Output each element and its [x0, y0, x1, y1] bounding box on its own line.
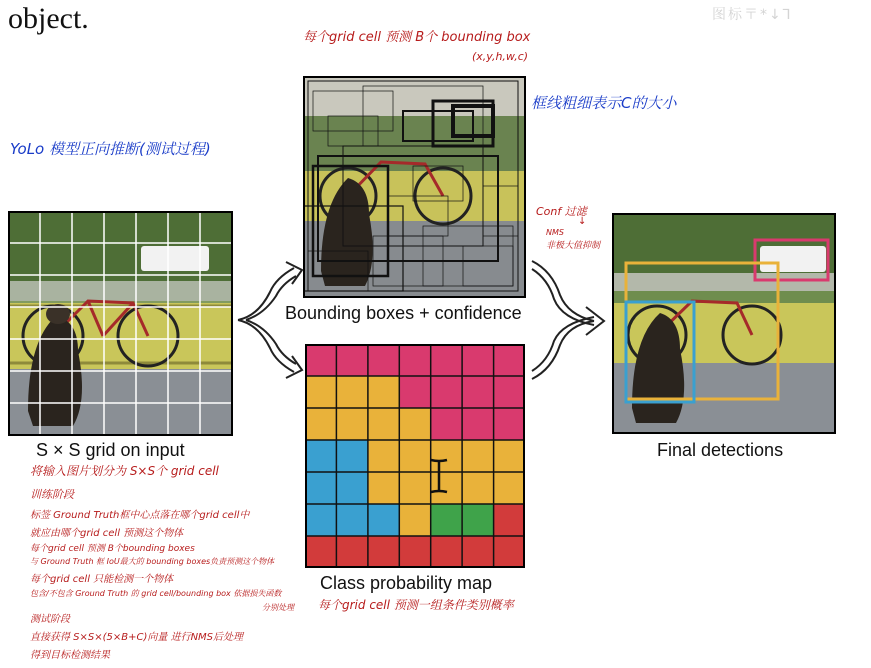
class-map-cell-yellow [305, 408, 337, 441]
class-map-cell-yellow [462, 472, 494, 505]
class-map-cell-pink [494, 344, 525, 377]
class-map-cell-yellow [336, 408, 368, 441]
class-map-cell-pink [336, 344, 368, 377]
class-map-cell-yellow [368, 376, 400, 409]
class-map-cell-blue [305, 440, 337, 473]
class-map-cell-pink [462, 344, 494, 377]
class-map-cell-yellow [368, 440, 400, 473]
filter-note-line4: 非极大值抑制 [546, 241, 601, 251]
class-map-cell-pink [399, 344, 431, 377]
filter-note-line3: NMS [546, 228, 564, 237]
class-map-cell-yellow [368, 408, 400, 441]
left-split-arrow-icon [236, 258, 304, 382]
left-note-6: 与 Ground Truth 框 IoU最大的 bounding boxes负责预测这个物体 [30, 557, 275, 566]
class-map-cell-red [494, 504, 525, 537]
final-detections-image [612, 213, 836, 434]
class-map-cell-blue [305, 472, 337, 505]
class-map-cell-pink [462, 408, 494, 441]
class-probability-map [305, 344, 525, 568]
left-note-11: 直接获得 S×S×(5×B+C)向量 进行NMS后处理 [30, 632, 244, 643]
class-map-cell-red [336, 536, 368, 568]
caption-final-detections: Final detections [657, 440, 784, 460]
class-map-cell-red [368, 536, 400, 568]
class-map-cell-pink [494, 408, 525, 441]
class-map-cell-pink [431, 344, 463, 377]
page-title: object. [8, 2, 89, 35]
left-note-3: 标签 Ground Truth框中心点落在哪个grid cell中 [30, 510, 250, 521]
left-note-8: 包含/不包含 Ground Truth 的 grid cell/bounding box 依据损失函数 [30, 589, 282, 598]
class-map-cell-green [462, 504, 494, 537]
class-map-cell-red [431, 536, 463, 568]
watermark-text: 图标〒*↓⅂ [712, 7, 793, 23]
class-map-cell-yellow [399, 504, 431, 537]
class-map-cell-yellow [368, 472, 400, 505]
class-map-cell-pink [368, 344, 400, 377]
caption-grid-input: S × S grid on input [36, 440, 185, 460]
class-map-cell-yellow [494, 472, 525, 505]
class-map-cell-blue [336, 440, 368, 473]
left-note-4: 就应由哪个grid cell 预测这个物体 [30, 528, 184, 539]
left-note-1: 将输入图片划分为 S×S个 grid cell [30, 464, 219, 478]
class-map-cell-blue [305, 504, 337, 537]
class-map-cell-pink [431, 376, 463, 409]
class-map-cell-red [494, 536, 525, 568]
left-note-5: 每个grid cell 预测 B个bounding boxes [30, 544, 195, 554]
class-map-cell-pink [494, 376, 525, 409]
left-note-10: 测试阶段 [30, 614, 70, 625]
right-merge-arrow-icon [528, 255, 608, 385]
filter-note-line2: ↓ [578, 216, 587, 227]
class-map-cell-red [305, 536, 337, 568]
thickness-note: 框线粗细表示C的大小 [531, 94, 677, 112]
class-map-cell-pink [305, 344, 337, 377]
class-map-cell-yellow [431, 440, 463, 473]
bounding-boxes-image [303, 76, 526, 298]
left-note-2: 训练阶段 [30, 488, 74, 501]
class-map-cell-green [431, 504, 463, 537]
yolo-title-note: YoLo 模型正向推断(测试过程) [10, 140, 211, 158]
class-map-cell-blue [336, 504, 368, 537]
caption-class-map: Class probability map [320, 573, 493, 593]
class-map-cell-yellow [305, 376, 337, 409]
class-map-cell-pink [462, 376, 494, 409]
class-map-cell-yellow [462, 440, 494, 473]
class-map-cell-yellow [336, 376, 368, 409]
left-note-9: 分别处理 [262, 603, 294, 612]
class-map-note: 每个grid cell 预测一组条件类别概率 [318, 598, 514, 612]
class-map-cell-yellow [399, 472, 431, 505]
class-map-cell-yellow [399, 440, 431, 473]
caption-bounding-boxes: Bounding boxes + confidence [285, 303, 522, 323]
class-map-cell-yellow [494, 440, 525, 473]
filter-note-line1: Conf 过滤 [536, 205, 587, 218]
left-note-7: 每个grid cell 只能检测一个物体 [30, 574, 174, 585]
class-map-cell-blue [336, 472, 368, 505]
class-map-cell-red [462, 536, 494, 568]
class-map-cell-red [399, 536, 431, 568]
left-note-12: 得到目标检测结果 [30, 650, 110, 661]
class-map-cell-blue [368, 504, 400, 537]
class-map-cell-pink [399, 376, 431, 409]
top-note-line1: 每个grid cell 预测 B个 bounding box [303, 30, 531, 45]
top-note-line2: (x,y,h,w,c) [472, 50, 529, 63]
grid-input-image [8, 211, 233, 436]
class-map-cell-pink [431, 408, 463, 441]
class-map-cell-yellow [399, 408, 431, 441]
class-map-cell-yellow [431, 472, 463, 505]
